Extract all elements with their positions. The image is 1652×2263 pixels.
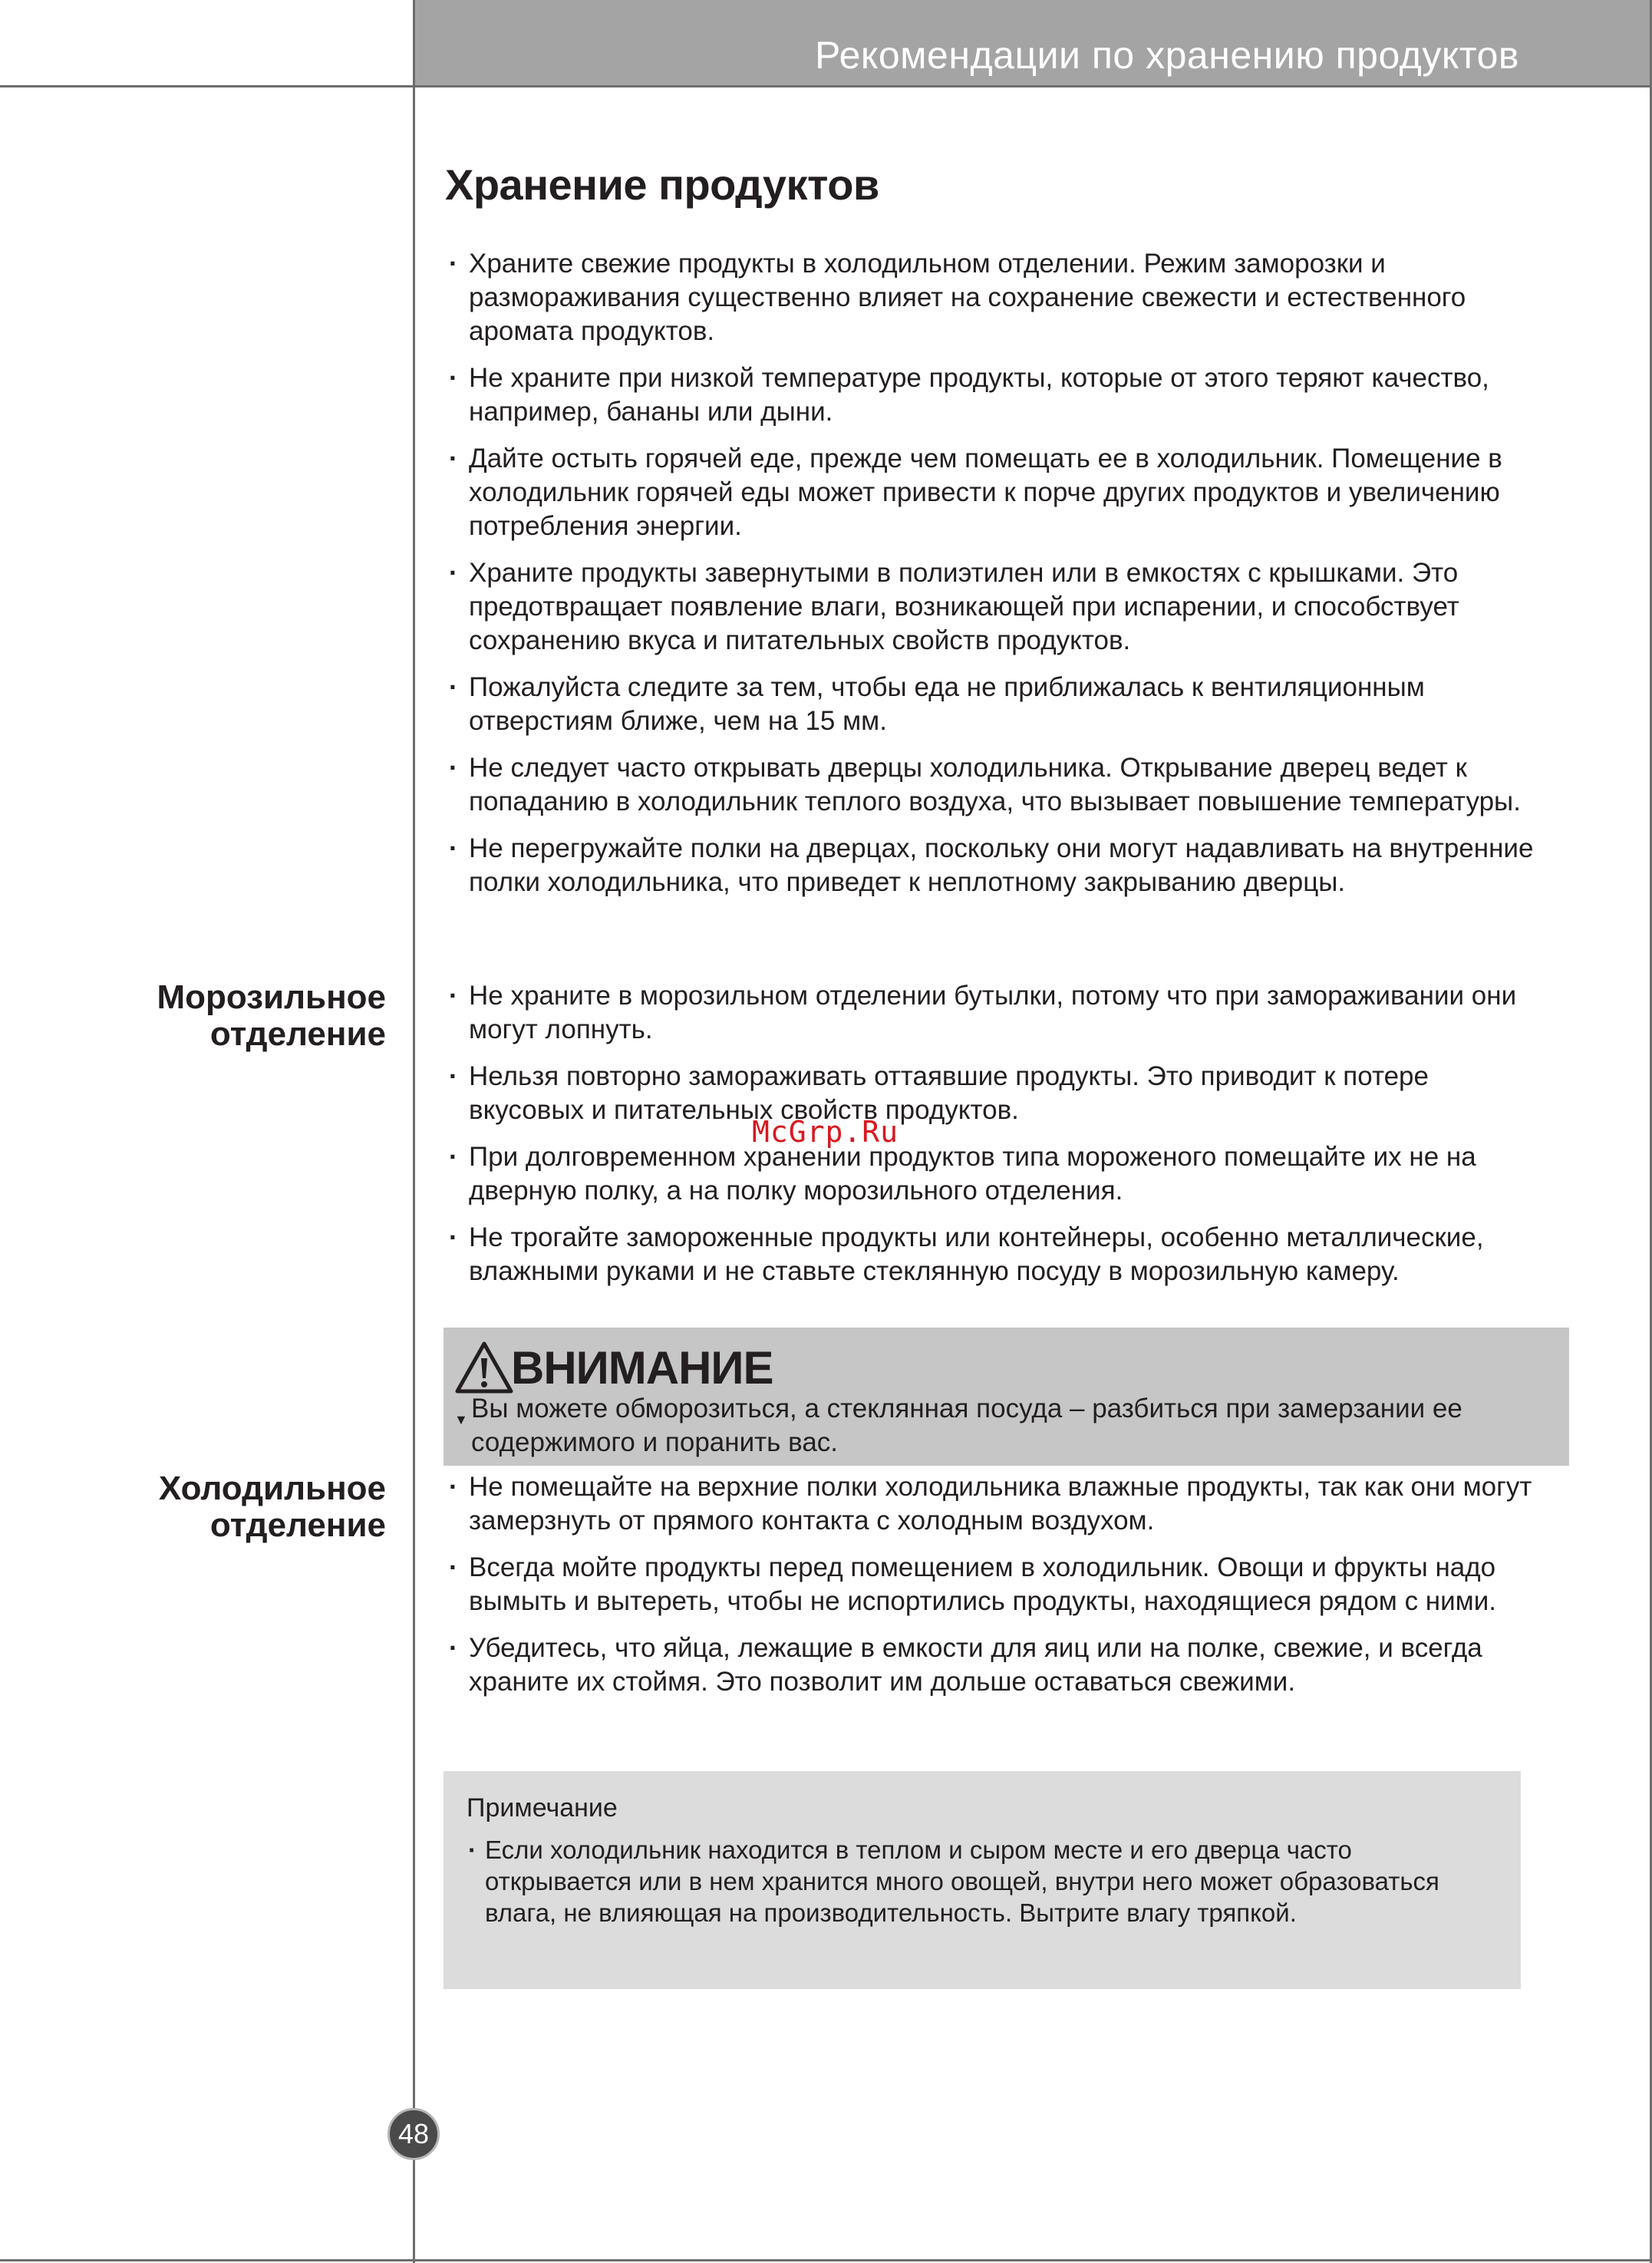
general-items-list bbox=[447, 247, 1537, 912]
list-item: · Не храните при низкой температуре продукты, которые от этого теряют качество, например, бананы или дыни. bbox=[447, 361, 1537, 429]
list-item: · Убедитесь, что яйца, лежащие в емкости для яиц или на полке, свежие, и всегда храните их стоймя. Это позволит им дольше оставаться свежими. bbox=[447, 1631, 1537, 1699]
list-item: · Не следует часто открывать дверцы холодильника. Открывание дверец ведет к попаданию в холодильник теплого воздуха, что вызывает повышение температуры. bbox=[447, 751, 1537, 819]
note-title: Примечание bbox=[467, 1793, 618, 1823]
fridge-section-label bbox=[159, 1470, 386, 1544]
warning-box bbox=[444, 1328, 1569, 1466]
freezer-items-list bbox=[447, 979, 1537, 1301]
page-title: Хранение продуктов bbox=[445, 160, 879, 209]
list-item: · Не помещайте на верхние полки холодильника влажные продукты, так как они могут замерзнуть от прямого контакта с холодным воздухом. bbox=[447, 1470, 1537, 1538]
bottom-divider bbox=[0, 2259, 1652, 2261]
top-divider bbox=[0, 85, 1652, 87]
warning-header bbox=[454, 1338, 1569, 1397]
header-bar bbox=[415, 0, 1650, 85]
list-item: · Дайте остыть горячей еде, прежде чем помещать ее в холодильник. Помещение в холодильник горячей еды может привести к порче других продуктов и увеличению потребления энергии. bbox=[447, 442, 1537, 543]
note-text: · Если холодильник находится в теплом и сыром месте и его дверца часто открывается или в нем хранится много овощей, внутри него может образоваться влага, не влияющая на производительность. Вытрите влагу тряпкой. bbox=[467, 1834, 1498, 1928]
fridge-label-line1: Холодильное bbox=[158, 1470, 386, 1507]
page-number-badge: 48 bbox=[387, 2108, 440, 2160]
list-item: · Нельзя повторно замораживать оттаявшие продукты. Это приводит к потере вкусовых и питательных свойств продуктов. bbox=[447, 1060, 1537, 1127]
fridge-items-list bbox=[447, 1470, 1537, 1712]
fridge-label-line2: отделение bbox=[209, 1506, 386, 1544]
warning-text: Вы можете обморозиться, а стеклянная посуда – разбиться при замерзании ее содержимого и поранить вас. bbox=[471, 1394, 1462, 1457]
warning-text-block bbox=[454, 1392, 1553, 1460]
list-item: · Храните продукты завернутыми в полиэтилен или в емкостях с крышками. Это предотвращает появление влаги, возникающей при испарении, и способствует сохранению вкуса и питательных свойств продуктов. bbox=[447, 556, 1537, 658]
header-title: Рекомендации по хранению продуктов bbox=[814, 34, 1519, 77]
freezer-section-label bbox=[157, 979, 386, 1053]
note-box bbox=[444, 1771, 1521, 1989]
freezer-label-line2: отделение bbox=[209, 1015, 386, 1053]
list-item: · Не перегружайте полки на дверцах, поскольку они могут надавливать на внутренние полки холодильника, что приведет к неплотному закрыванию дверцы. bbox=[447, 832, 1537, 899]
freezer-label-line1: Морозильное bbox=[157, 978, 386, 1016]
warning-triangle-icon bbox=[454, 1340, 514, 1395]
warning-title: ВНИМАНИЕ bbox=[511, 1341, 773, 1394]
watermark: McGrp.Ru bbox=[752, 1115, 899, 1149]
list-item: · При долговременном хранении продуктов типа мороженого помещайте их не на дверную полку, а на полку морозильного отделения. bbox=[447, 1140, 1537, 1208]
list-item: · Не храните в морозильном отделении бутылки, потому что при замораживании они могут лопнуть. bbox=[447, 979, 1537, 1047]
triangle-bullet-icon: ▼ bbox=[454, 1412, 468, 1427]
list-item: · Пожалуйста следите за тем, чтобы еда не приближалась к вентиляционным отверстиям ближе, чем на 15 мм. bbox=[447, 671, 1537, 738]
list-item: · Всегда мойте продукты перед помещением в холодильник. Овощи и фрукты надо вымыть и вытереть, чтобы не испортились продукты, находящиеся рядом с ними. bbox=[447, 1551, 1537, 1618]
vertical-divider bbox=[413, 0, 415, 2263]
list-item: · Храните свежие продукты в холодильном отделении. Режим заморозки и размораживания существенно влияет на сохранение свежести и естественного аромата продуктов. bbox=[447, 247, 1537, 348]
list-item: · Не трогайте замороженные продукты или контейнеры, особенно металлические, влажными руками и не ставьте стеклянную посуду в морозильную камеру. bbox=[447, 1221, 1537, 1288]
